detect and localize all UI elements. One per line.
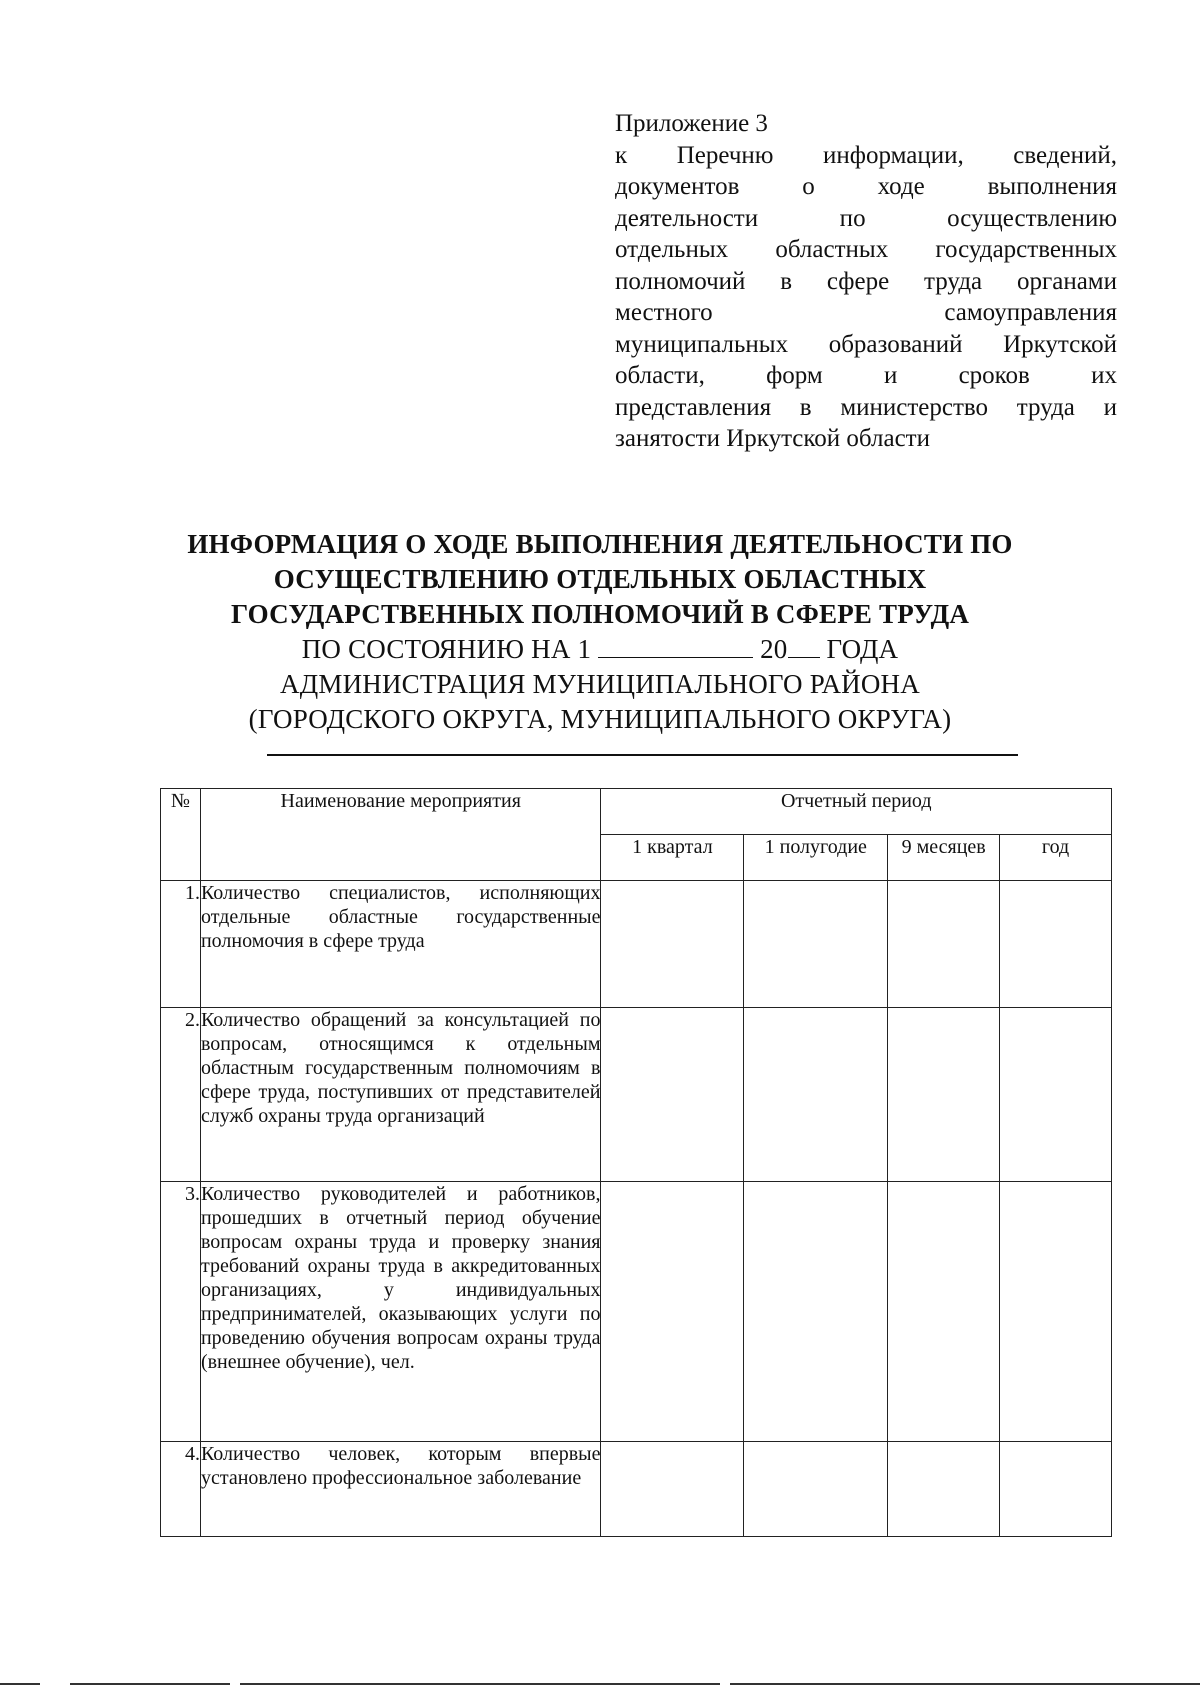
cell-half-year[interactable]: [744, 1008, 888, 1182]
appendix-line: деятельности по осуществлению: [615, 204, 1117, 232]
cell-half-year[interactable]: [744, 881, 888, 1008]
table-row: [161, 1182, 1112, 1442]
row-activity-name: [200, 1182, 601, 1442]
admin-line: (ГОРОДСКОГО ОКРУГА, МУНИЦИПАЛЬНОГО ОКРУГА): [248, 704, 952, 734]
row-number: 3.: [161, 1182, 201, 1442]
cell-q1[interactable]: [601, 1008, 744, 1182]
scan-edge-segment: [0, 1683, 40, 1685]
as-of-prefix: ПО СОСТОЯНИЮ НА 1: [301, 634, 592, 664]
cell-year[interactable]: [1000, 1182, 1112, 1442]
header-period-q1: 1 квартал: [601, 835, 744, 881]
scan-edge-segment: [240, 1683, 720, 1685]
administration-name-blank[interactable]: [267, 754, 1018, 756]
appendix-line: документов о ходе выполнения: [615, 173, 1117, 200]
cell-half-year[interactable]: [744, 1182, 888, 1442]
appendix-line: местного самоуправления: [615, 299, 1117, 326]
row-activity-text: Количество обращений за консультацией по вопросам, относящимся к отдельным областным государственным полномочиям в сфере труда, поступивших от представителей служб охраны труда организаций: [200, 1009, 601, 1127]
cell-year[interactable]: [1000, 881, 1112, 1008]
cell-year[interactable]: [1000, 1442, 1112, 1537]
cell-nine-months[interactable]: [888, 881, 1000, 1008]
appendix-line: области, форм и сроков их: [615, 362, 1117, 389]
document-heading: [130, 527, 1070, 737]
scan-bottom-edge: [0, 1683, 1200, 1685]
as-of-date-line: [130, 632, 1070, 667]
header-period-half-year: 1 полугодие: [744, 835, 888, 881]
table-row: [161, 881, 1112, 1008]
cell-nine-months[interactable]: [888, 1442, 1000, 1537]
header-reporting-period: Отчетный период: [601, 789, 1112, 835]
row-activity-name: [200, 881, 601, 1008]
cell-half-year[interactable]: [744, 1442, 888, 1537]
report-table: [160, 788, 1112, 1537]
cell-year[interactable]: [1000, 1008, 1112, 1182]
row-activity-text: Количество специалистов, исполняющих отдельные областные государственные полномочия в сфере труда: [200, 882, 601, 952]
appendix-line: полномочий в сфере труда органами: [615, 267, 1117, 295]
appendix-line: муниципальных образований Иркутской: [615, 330, 1117, 358]
table-row: [161, 1442, 1112, 1537]
admin-line: АДМИНИСТРАЦИЯ МУНИЦИПАЛЬНОГО РАЙОНА: [280, 669, 920, 699]
cell-nine-months[interactable]: [888, 1008, 1000, 1182]
header-period-year: год: [1000, 835, 1112, 881]
as-of-suffix: ГОДА: [826, 634, 899, 664]
appendix-note: [615, 108, 1117, 455]
table-row: [161, 1008, 1112, 1182]
row-number: 2.: [161, 1008, 201, 1182]
row-activity-name: [200, 1442, 601, 1537]
scan-edge-segment: [730, 1683, 1200, 1685]
row-number: 4.: [161, 1442, 201, 1537]
year-blank-field[interactable]: [788, 635, 820, 658]
month-blank-field[interactable]: [598, 635, 753, 658]
header-period-nine-months: 9 месяцев: [888, 835, 1000, 881]
appendix-line: к Перечню информации, сведений,: [615, 141, 1117, 169]
cell-q1[interactable]: [601, 881, 744, 1008]
row-activity-text: Количество руководителей и работников, прошедших в отчетный период обучение вопросам охраны труда и проверку знания требований охраны труда в аккредитованных организациях, у индивидуальных предпринимателей, оказывающих услуги по проведению обучения вопросам охраны труда (внешнее обучение), чел.: [200, 1183, 601, 1373]
row-number: 1.: [161, 881, 201, 1008]
cell-q1[interactable]: [601, 1182, 744, 1442]
header-number: №: [161, 789, 201, 881]
appendix-title: Приложение 3: [615, 110, 768, 137]
appendix-line: занятости Иркутской области: [615, 425, 930, 452]
cell-nine-months[interactable]: [888, 1182, 1000, 1442]
table-header-row: [161, 789, 1112, 835]
row-activity-name: [200, 1008, 601, 1182]
heading-line: ОСУЩЕСТВЛЕНИЮ ОТДЕЛЬНЫХ ОБЛАСТНЫХ: [273, 564, 927, 594]
scan-edge-segment: [70, 1683, 230, 1685]
header-activity-name: Наименование мероприятия: [200, 789, 601, 881]
appendix-line: представления в министерство труда и: [615, 393, 1117, 421]
row-activity-text: Количество человек, которым впервые установлено профессиональное заболевание: [200, 1443, 601, 1489]
heading-line: ГОСУДАРСТВЕННЫХ ПОЛНОМОЧИЙ В СФЕРЕ ТРУДА: [230, 599, 970, 629]
appendix-line: отдельных областных государственных: [615, 236, 1117, 263]
year-prefix: 20: [760, 634, 788, 664]
cell-q1[interactable]: [601, 1442, 744, 1537]
heading-line: ИНФОРМАЦИЯ О ХОДЕ ВЫПОЛНЕНИЯ ДЕЯТЕЛЬНОСТИ ПО: [187, 529, 1013, 559]
